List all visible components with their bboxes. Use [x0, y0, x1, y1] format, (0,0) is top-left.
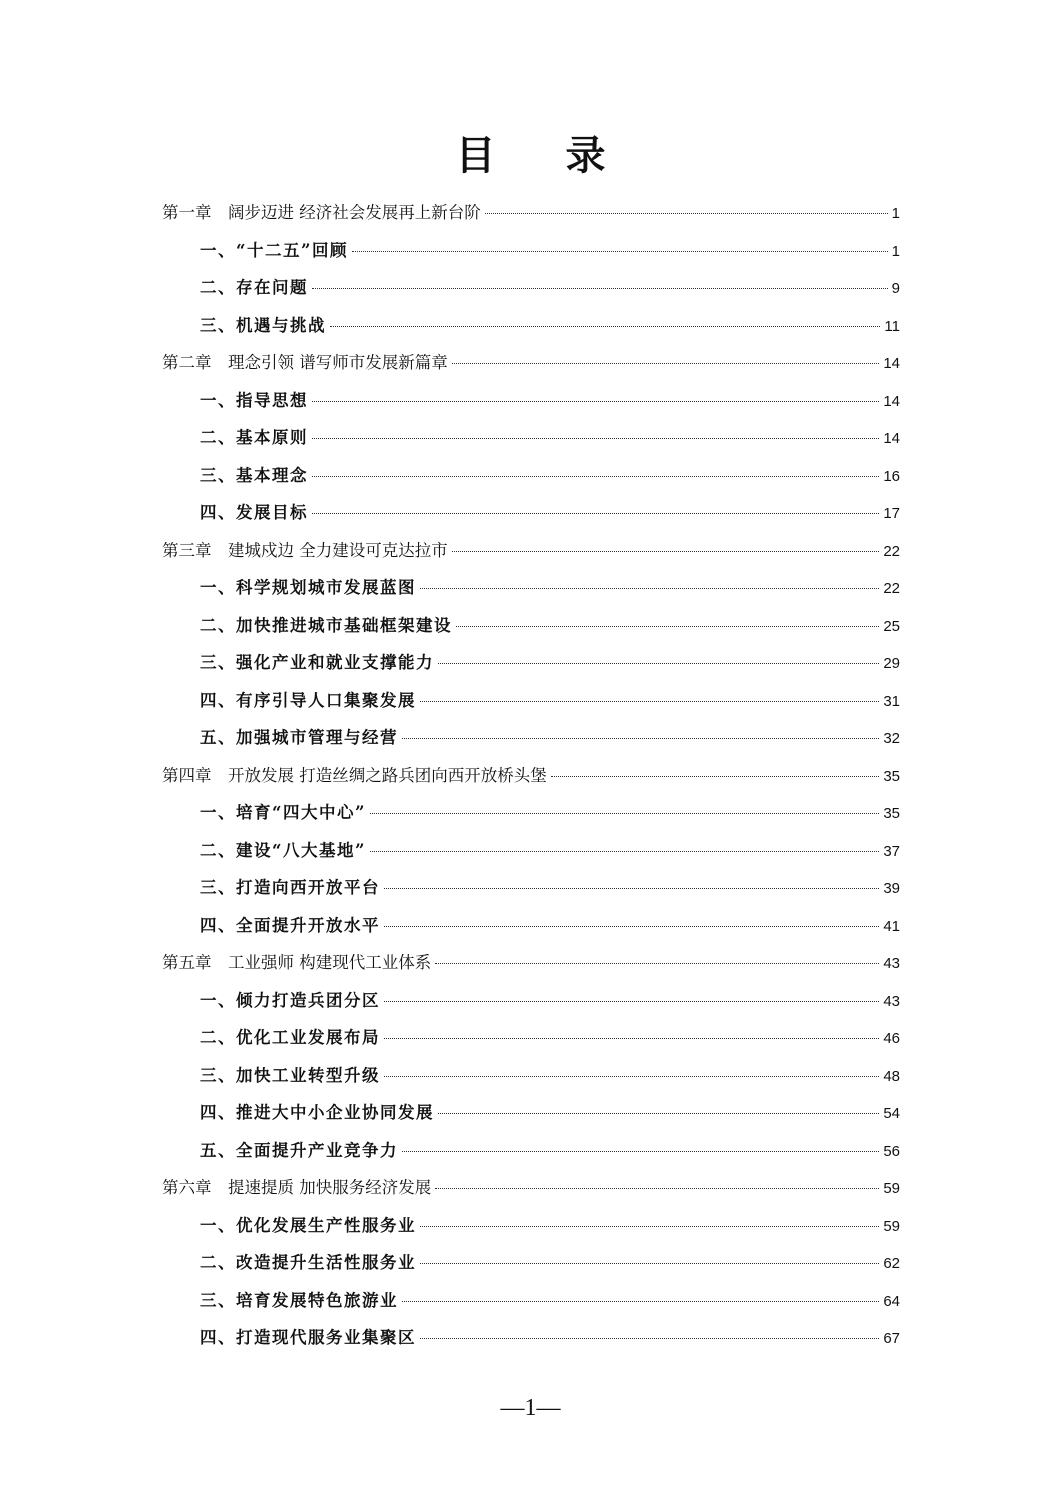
- toc-entry-page-number: 16: [883, 467, 900, 485]
- toc-entry-label: 第五章 工业强师 构建现代工业体系: [162, 953, 432, 972]
- toc-section-entry[interactable]: [200, 1286, 900, 1316]
- toc-entry-label: 一、指导思想: [200, 390, 308, 410]
- toc-entry-page-number: 22: [883, 542, 900, 560]
- toc-chapter-entry[interactable]: [162, 761, 900, 791]
- toc-entry-page-number: 54: [883, 1105, 900, 1122]
- toc-dot-leader: [420, 701, 879, 702]
- toc-dot-leader: [370, 851, 879, 852]
- toc-entry-page-number: 14: [883, 355, 900, 372]
- toc-entry-label: 第一章 阔步迈进 经济社会发展再上新台阶: [162, 203, 481, 222]
- toc-entry-label: 二、优化工业发展布局: [200, 1028, 380, 1047]
- toc-entry-page-number: 1: [891, 242, 900, 260]
- toc-entry-page-number: 1: [891, 205, 900, 222]
- toc-entry-page-number: 32: [883, 730, 900, 747]
- toc-dot-leader: [384, 888, 879, 889]
- toc-dot-leader: [312, 513, 879, 514]
- toc-entry-label: 第六章 提速提质 加快服务经济发展: [162, 1178, 432, 1197]
- toc-section-entry[interactable]: [200, 648, 900, 678]
- toc-entry-page-number: 35: [883, 805, 900, 822]
- toc-dot-leader: [438, 1113, 879, 1114]
- toc-dot-leader: [312, 476, 879, 477]
- toc-dot-leader: [435, 963, 879, 964]
- toc-entry-label: 一、倾力打造兵团分区: [200, 990, 380, 1010]
- toc-entry-page-number: 67: [883, 1330, 900, 1347]
- toc-dot-leader: [551, 776, 880, 777]
- toc-dot-leader: [456, 626, 879, 627]
- toc-section-entry[interactable]: [200, 911, 900, 941]
- toc-section-entry[interactable]: [200, 686, 900, 716]
- toc-entry-label: 一、优化发展生产性服务业: [200, 1215, 416, 1235]
- toc-dot-leader: [402, 738, 879, 739]
- toc-dot-leader: [312, 438, 879, 439]
- toc-section-entry[interactable]: [200, 1136, 900, 1166]
- toc-entry-page-number: 48: [883, 1067, 900, 1085]
- toc-chapter-entry[interactable]: [162, 948, 900, 978]
- toc-entry-label: 四、发展目标: [200, 503, 308, 522]
- toc-entry-label: 五、加强城市管理与经营: [200, 728, 398, 747]
- toc-section-entry[interactable]: [200, 386, 900, 416]
- toc-entry-label: 二、存在问题: [200, 278, 308, 297]
- toc-section-entry[interactable]: [200, 1098, 900, 1128]
- toc-section-entry[interactable]: [200, 873, 900, 903]
- toc-entry-page-number: 43: [883, 955, 900, 972]
- toc-entry-label: 三、培育发展特色旅游业: [200, 1290, 398, 1310]
- toc-entry-label: 一、培育“四大中心”: [200, 803, 366, 822]
- toc-entry-label: 一、科学规划城市发展蓝图: [200, 578, 416, 597]
- toc-entry-page-number: 37: [883, 842, 900, 860]
- toc-entry-page-number: 39: [883, 880, 900, 897]
- toc-entry-label: 三、打造向西开放平台: [200, 878, 380, 897]
- toc-entry-label: 三、强化产业和就业支撑能力: [200, 653, 434, 672]
- toc-entry-label: 四、全面提升开放水平: [200, 915, 380, 935]
- toc-entry-label: 二、基本原则: [200, 428, 308, 447]
- page-title: 目 录: [455, 132, 634, 179]
- toc-dot-leader: [370, 813, 879, 814]
- toc-entry-page-number: 64: [883, 1292, 900, 1310]
- toc-section-entry[interactable]: [200, 461, 900, 491]
- toc-section-entry[interactable]: [200, 611, 900, 641]
- toc-entry-page-number: 62: [883, 1255, 900, 1272]
- toc-chapter-entry[interactable]: [162, 348, 900, 378]
- toc-entry-page-number: 31: [883, 692, 900, 710]
- toc-entry-label: 四、打造现代服务业集聚区: [200, 1328, 416, 1347]
- toc-dot-leader: [384, 1076, 879, 1077]
- toc-dot-leader: [352, 251, 888, 252]
- toc-dot-leader: [452, 551, 880, 552]
- toc-entry-page-number: 59: [883, 1217, 900, 1235]
- toc-section-entry[interactable]: [200, 1248, 900, 1278]
- toc-entry-label: 二、改造提升生活性服务业: [200, 1253, 416, 1272]
- toc-dot-leader: [402, 1151, 879, 1152]
- toc-entry-label: 四、推进大中小企业协同发展: [200, 1103, 434, 1122]
- toc-entry-page-number: 14: [883, 430, 900, 447]
- toc-entry-label: 四、有序引导人口集聚发展: [200, 690, 416, 710]
- toc-dot-leader: [384, 1001, 879, 1002]
- toc-section-entry[interactable]: [200, 798, 900, 828]
- toc-entry-page-number: 29: [883, 655, 900, 672]
- toc-entry-label: 第三章 建城戍边 全力建设可克达拉市: [162, 540, 448, 560]
- toc-entry-page-number: 41: [883, 917, 900, 935]
- toc-entry-page-number: 22: [883, 580, 900, 597]
- toc-dot-leader: [452, 363, 880, 364]
- toc-entry-page-number: 25: [883, 617, 900, 635]
- toc-entry-page-number: 9: [891, 280, 900, 297]
- toc-chapter-entry[interactable]: [162, 536, 900, 566]
- toc-section-entry[interactable]: [200, 986, 900, 1016]
- toc-entry-label: 三、机遇与挑战: [200, 315, 326, 335]
- toc-dot-leader: [312, 401, 879, 402]
- toc-section-entry[interactable]: [200, 1211, 900, 1241]
- toc-entry-page-number: 14: [883, 392, 900, 410]
- toc-section-entry[interactable]: [200, 236, 900, 266]
- toc-dot-leader: [420, 1226, 879, 1227]
- toc-entry-label: 三、基本理念: [200, 465, 308, 485]
- toc-entry-page-number: 43: [883, 992, 900, 1010]
- toc-dot-leader: [384, 1038, 879, 1039]
- toc-entry-label: 五、全面提升产业竞争力: [200, 1140, 398, 1160]
- page-number: —1—: [500, 1395, 561, 1421]
- toc-dot-leader: [485, 213, 888, 214]
- toc-dot-leader: [312, 288, 888, 289]
- toc-entry-label: 二、建设“八大基地”: [200, 840, 366, 860]
- toc-entry-label: 一、“十二五”回顾: [200, 240, 348, 260]
- toc-dot-leader: [402, 1301, 879, 1302]
- toc-section-entry[interactable]: [200, 836, 900, 866]
- toc-dot-leader: [435, 1188, 879, 1189]
- toc-dot-leader: [384, 926, 879, 927]
- toc-entry-page-number: 11: [884, 317, 900, 335]
- toc-entry-page-number: 35: [883, 767, 900, 785]
- toc-section-entry[interactable]: [200, 723, 900, 753]
- toc-dot-leader: [438, 663, 879, 664]
- toc-entry-page-number: 56: [883, 1142, 900, 1160]
- toc-entry-label: 三、加快工业转型升级: [200, 1065, 380, 1085]
- toc-section-entry[interactable]: [200, 1023, 900, 1053]
- toc-section-entry[interactable]: [200, 311, 900, 341]
- toc-entry-page-number: 59: [883, 1180, 900, 1197]
- toc-entry-page-number: 46: [883, 1030, 900, 1047]
- toc-section-entry[interactable]: [200, 498, 900, 528]
- toc-section-entry[interactable]: [200, 423, 900, 453]
- toc-section-entry[interactable]: [200, 573, 900, 603]
- toc-dot-leader: [420, 1263, 879, 1264]
- toc-section-entry[interactable]: [200, 273, 900, 303]
- toc-entry-page-number: 17: [883, 505, 900, 522]
- toc-dot-leader: [420, 1338, 879, 1339]
- toc-section-entry[interactable]: [200, 1061, 900, 1091]
- toc-entry-label: 第四章 开放发展 打造丝绸之路兵团向西开放桥头堡: [162, 765, 547, 785]
- toc-entry-label: 二、加快推进城市基础框架建设: [200, 615, 452, 635]
- toc-chapter-entry[interactable]: [162, 1173, 900, 1203]
- toc-dot-leader: [420, 588, 879, 589]
- toc-dot-leader: [330, 326, 880, 327]
- toc-section-entry[interactable]: [200, 1323, 900, 1353]
- toc-entry-label: 第二章 理念引领 谱写师市发展新篇章: [162, 353, 448, 372]
- toc-chapter-entry[interactable]: [162, 198, 900, 228]
